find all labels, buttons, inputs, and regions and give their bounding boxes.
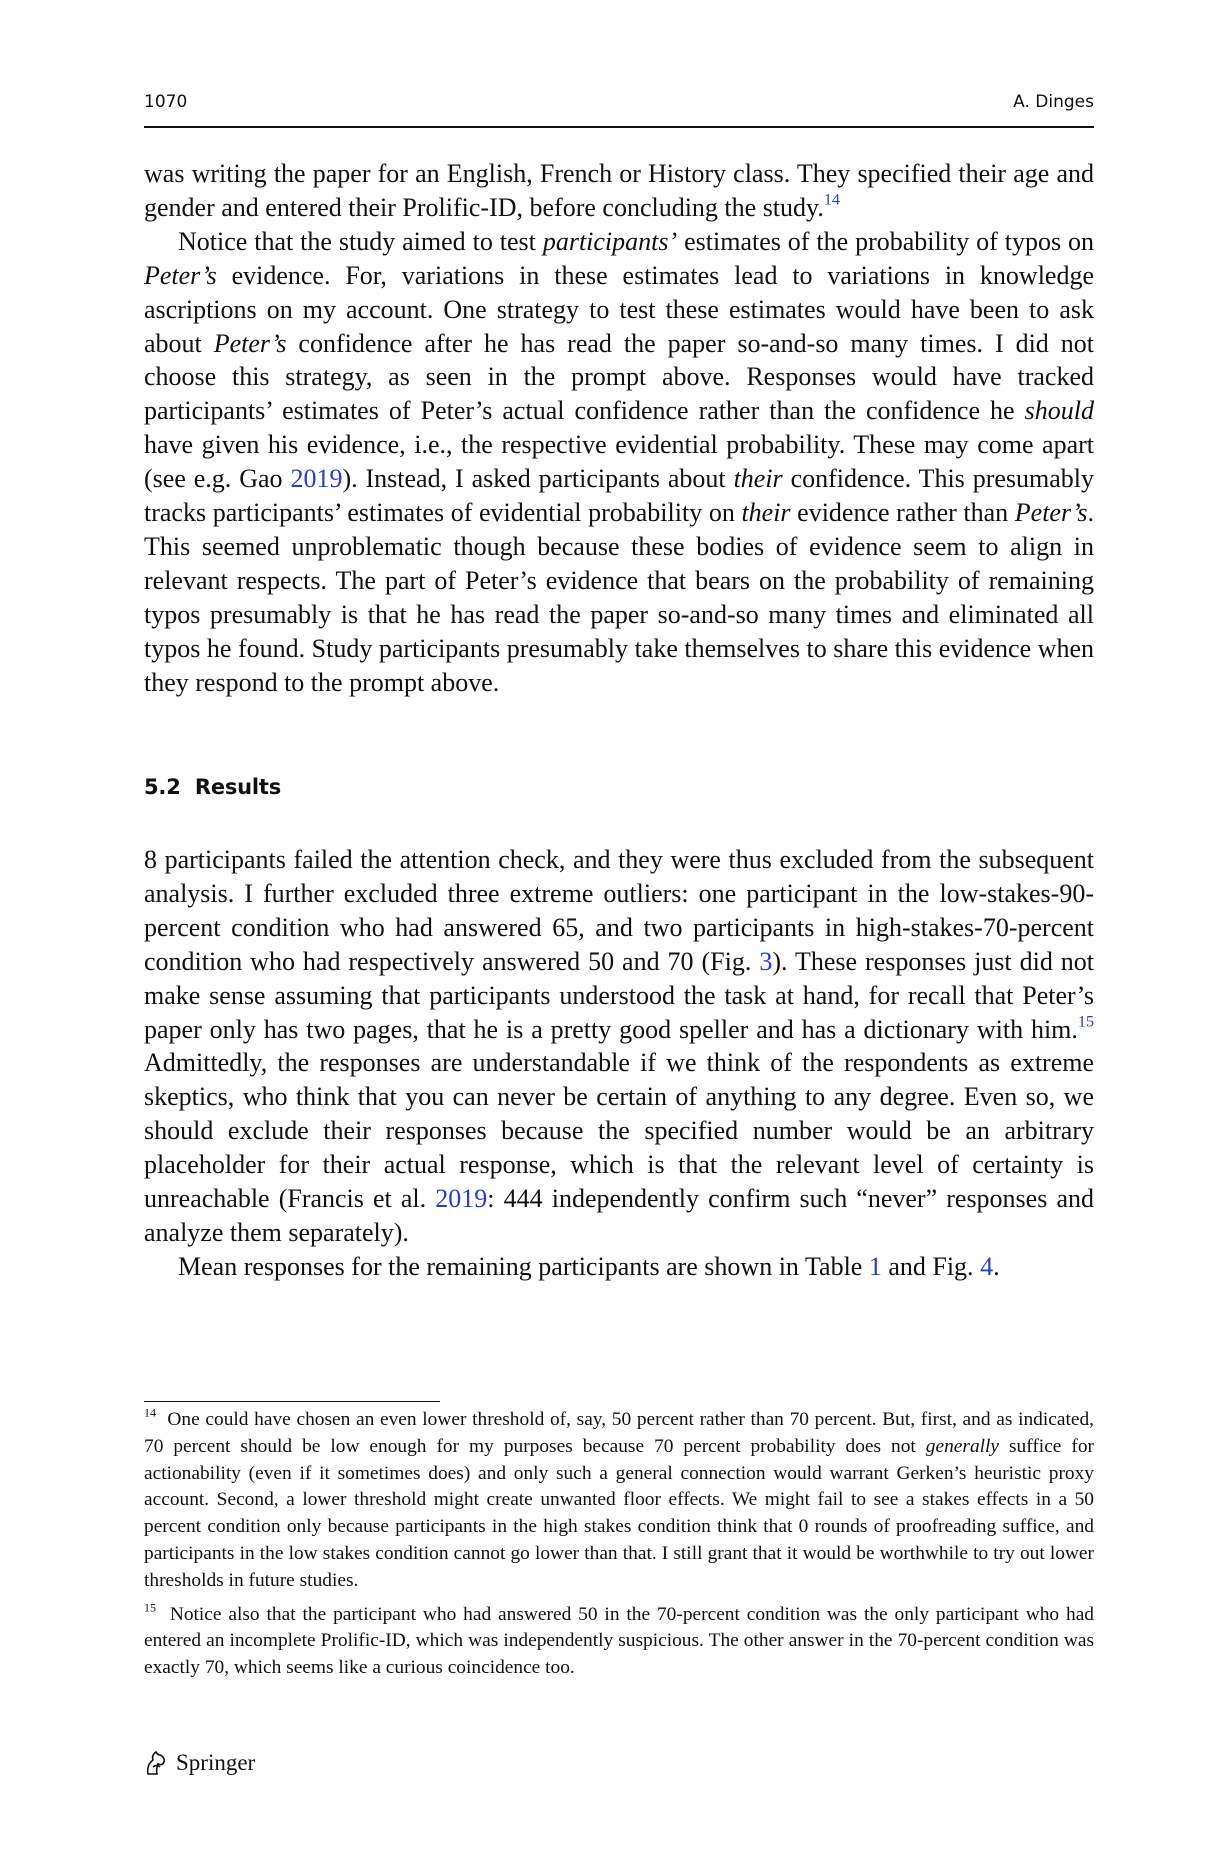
citation-francis-2019[interactable]: 2019 xyxy=(435,1184,488,1214)
paragraph-3: 8 participants failed the attention check, and they were thus excluded from the subsequent analysis. I further excluded three extreme outliers: one participant in the low-stakes-90-percent condition who had answered 65, and two participants in high-stakes-70-percent condition who had respectively answered 50 and 70 (Fig. 3). These responses just did not make sense assuming that participants understood the task at hand, for recall that Peter’s paper only has two pages, that he is a pretty good speller and has a dictionary with him.$^{15}$ Admittedly, the responses are understandable if we think of the respondents as extreme skeptics, who think that you can never be certain of anything to any degree. Even so, we should exclude their responses because the specified number would be an arbitrary placeholder for their actual response, which is that the relevant level of certainty is unreachable (Francis et al. 2019: 444 independently confirm such “never” responses and analyze them separately). xyxy=(144,845,1094,1247)
paragraph-4: Mean responses for the remaining participants are shown in Table 1 and Fig. 4. xyxy=(178,1251,1000,1281)
running-header xyxy=(144,92,1094,122)
footnote-14: $^{14}$ One could have chosen an even lower threshold of, say, 50 percent rather than 70 percent. But, first, and as indicated, 70 percent should be low enough for my purposes because 70 percent probability does not generally suffice for actionability (even if it sometimes does) and only such a general connection would warrant Gerken’s heuristic proxy account. Second, a lower threshold might create unwanted floor effects. We might fail to see a stakes effects in a 50 percent condition only because participants in the high stakes condition think that 0 rounds of proofreading suffice, and participants in the low stakes condition cannot go lower than that. I still grant that it would be worthwhile to try out lower thresholds in future studies. xyxy=(144,1405,1094,1591)
body-text-top xyxy=(144,157,1094,700)
table-ref-1[interactable]: 1 xyxy=(868,1251,882,1281)
footnote-ref-14[interactable]: 14 xyxy=(823,191,840,209)
section-heading: 5.2 Results xyxy=(144,775,282,799)
page-number: 1070 xyxy=(144,92,188,112)
header-rule xyxy=(144,126,1094,128)
citation-gao-2019[interactable]: 2019 xyxy=(290,464,343,494)
paragraph-1: was writing the paper for an English, French or History class. They specified their age and gender and entered their Prolific-ID, before concluding the study.$^{14}$ xyxy=(144,159,1094,222)
footnote-15: $^{15}$ Notice also that the participant who had answered 50 in the 70-percent condition was the only participant who had entered an incomplete Prolific-ID, which was independently suspicious. The other answer in the 70-percent condition was exactly 70, which seems like a curious coincidence too. xyxy=(144,1599,1094,1679)
footnote-rule xyxy=(144,1401,440,1402)
running-author: A. Dinges xyxy=(1013,92,1094,112)
publisher-footer xyxy=(144,1750,255,1776)
body-text-results xyxy=(144,843,1094,1284)
page xyxy=(144,0,1094,1851)
figure-ref-3[interactable]: 3 xyxy=(759,946,773,976)
figure-ref-4[interactable]: 4 xyxy=(980,1251,994,1281)
paragraph-2: Notice that the study aimed to test participants’ estimates of the probability of typos on Peter’s evidence. For, variations in these estimates lead to variations in knowledge ascriptions on my account. One strategy to test these estimates would have been to ask about Peter’s confidence after he has read the paper so-and-so many times. I did not choose this strategy, as seen in the prompt above. Responses would have tracked participants’ estimates of Peter’s actual confidence rather than the confidence he should have given his evidence, i.e., the respective evidential probability. These may come apart (see e.g. Gao 2019). Instead, I asked participants about their confidence. This presumably tracks participants’ estimates of evidential probability on their evidence rather than Peter’s. This seemed unproblematic though because these bodies of evidence seem to align in relevant respects. The part of Peter’s evidence that bears on the probability of remaining typos presumably is that he has read the paper so-and-so many times and eliminated all typos he found. Study participants presumably take themselves to share this evidence when they respond to the prompt above. xyxy=(144,226,1094,697)
springer-horse-icon xyxy=(144,1750,168,1776)
footnotes xyxy=(144,1407,1094,1689)
publisher-name: Springer xyxy=(176,1750,256,1775)
footnote-ref-15[interactable]: 15 xyxy=(1077,1012,1094,1030)
